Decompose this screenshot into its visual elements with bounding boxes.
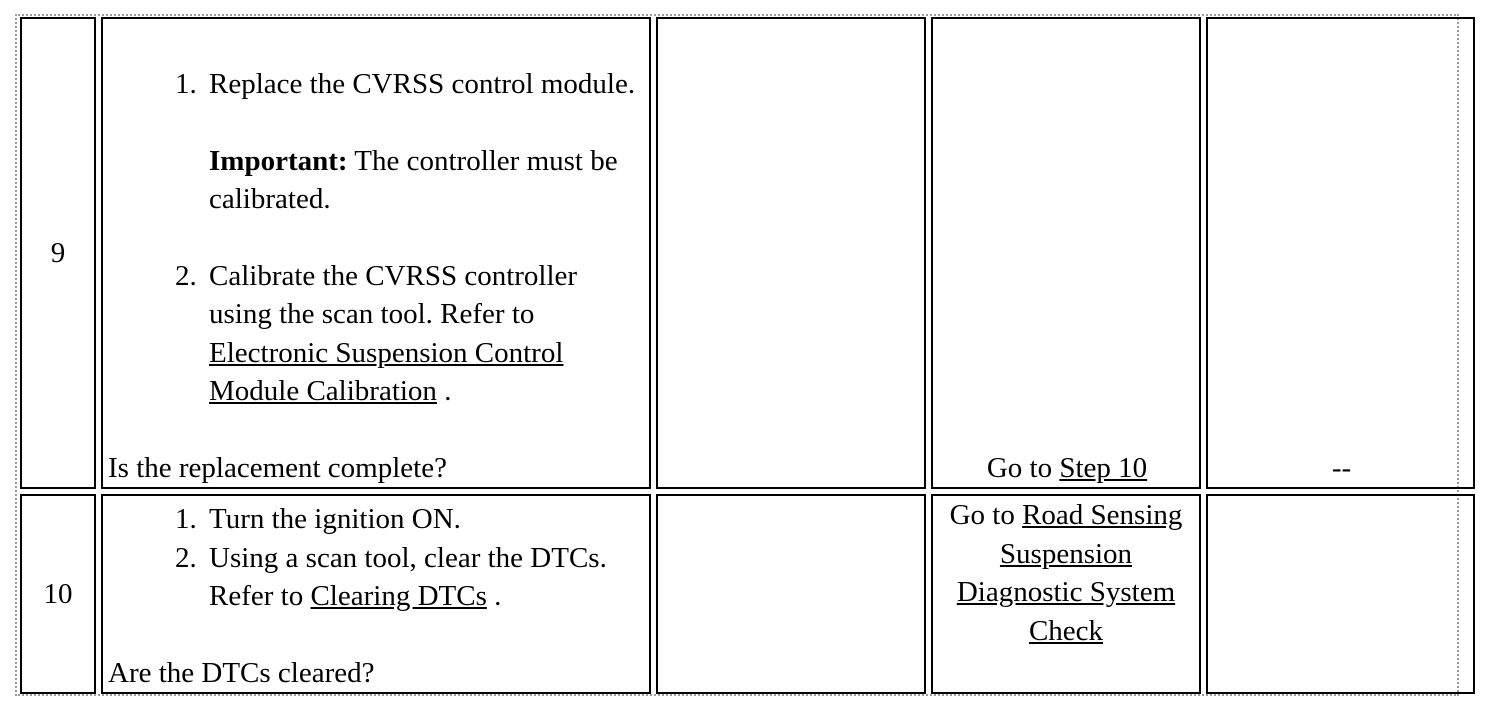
- calibration-link[interactable]: Electronic Suspension Control Module Calibration: [209, 336, 564, 407]
- action-text: Replace the CVRSS control module.: [209, 68, 636, 100]
- system-check-link[interactable]: Road Sensing Suspension Diagnostic System Check: [956, 499, 1183, 647]
- action-text: Turn the ignition ON.: [209, 503, 461, 535]
- clearing-dtcs-link[interactable]: Clearing DTCs: [310, 580, 487, 612]
- no-cell: [1206, 494, 1475, 694]
- yes-cell: [931, 494, 1201, 694]
- action-text: Calibrate the CVRSS controller using the scan tool. Refer to: [209, 259, 578, 330]
- question-text: Are the DTCs cleared?: [108, 656, 375, 689]
- action-suffix: .: [436, 375, 452, 407]
- table-row: [20, 494, 1475, 694]
- yes-prefix: Go to: [986, 451, 1060, 484]
- action-cell: [101, 17, 651, 489]
- action-list: [108, 65, 646, 411]
- action-cell: [101, 494, 651, 694]
- yes-prefix: Go to: [949, 499, 1023, 531]
- yes-cell: [931, 17, 1201, 489]
- step-number-cell: [20, 17, 96, 489]
- important-label: Important:: [209, 144, 348, 177]
- step-10-link[interactable]: Step 10: [1059, 451, 1148, 484]
- list-item: [204, 500, 646, 539]
- important-note: [209, 142, 646, 219]
- table-row: [20, 17, 1475, 489]
- action-list: [108, 500, 646, 616]
- action-suffix: .: [486, 580, 502, 612]
- value-cell: [656, 17, 926, 489]
- no-text: --: [1331, 451, 1352, 484]
- no-cell: [1206, 17, 1475, 489]
- important-text: The controller must be calibrated.: [209, 144, 618, 215]
- diagnostic-table: [15, 12, 1480, 699]
- list-item: [204, 539, 646, 616]
- question-text: Is the replacement complete?: [108, 451, 447, 484]
- list-item: [204, 257, 646, 411]
- step-number-cell: [20, 494, 96, 694]
- step-number: 9: [50, 236, 66, 269]
- action-text: Using a scan tool, clear the DTCs. Refer to: [209, 541, 607, 612]
- step-number: 10: [43, 577, 73, 610]
- list-item: [204, 65, 646, 219]
- value-cell: [656, 494, 926, 694]
